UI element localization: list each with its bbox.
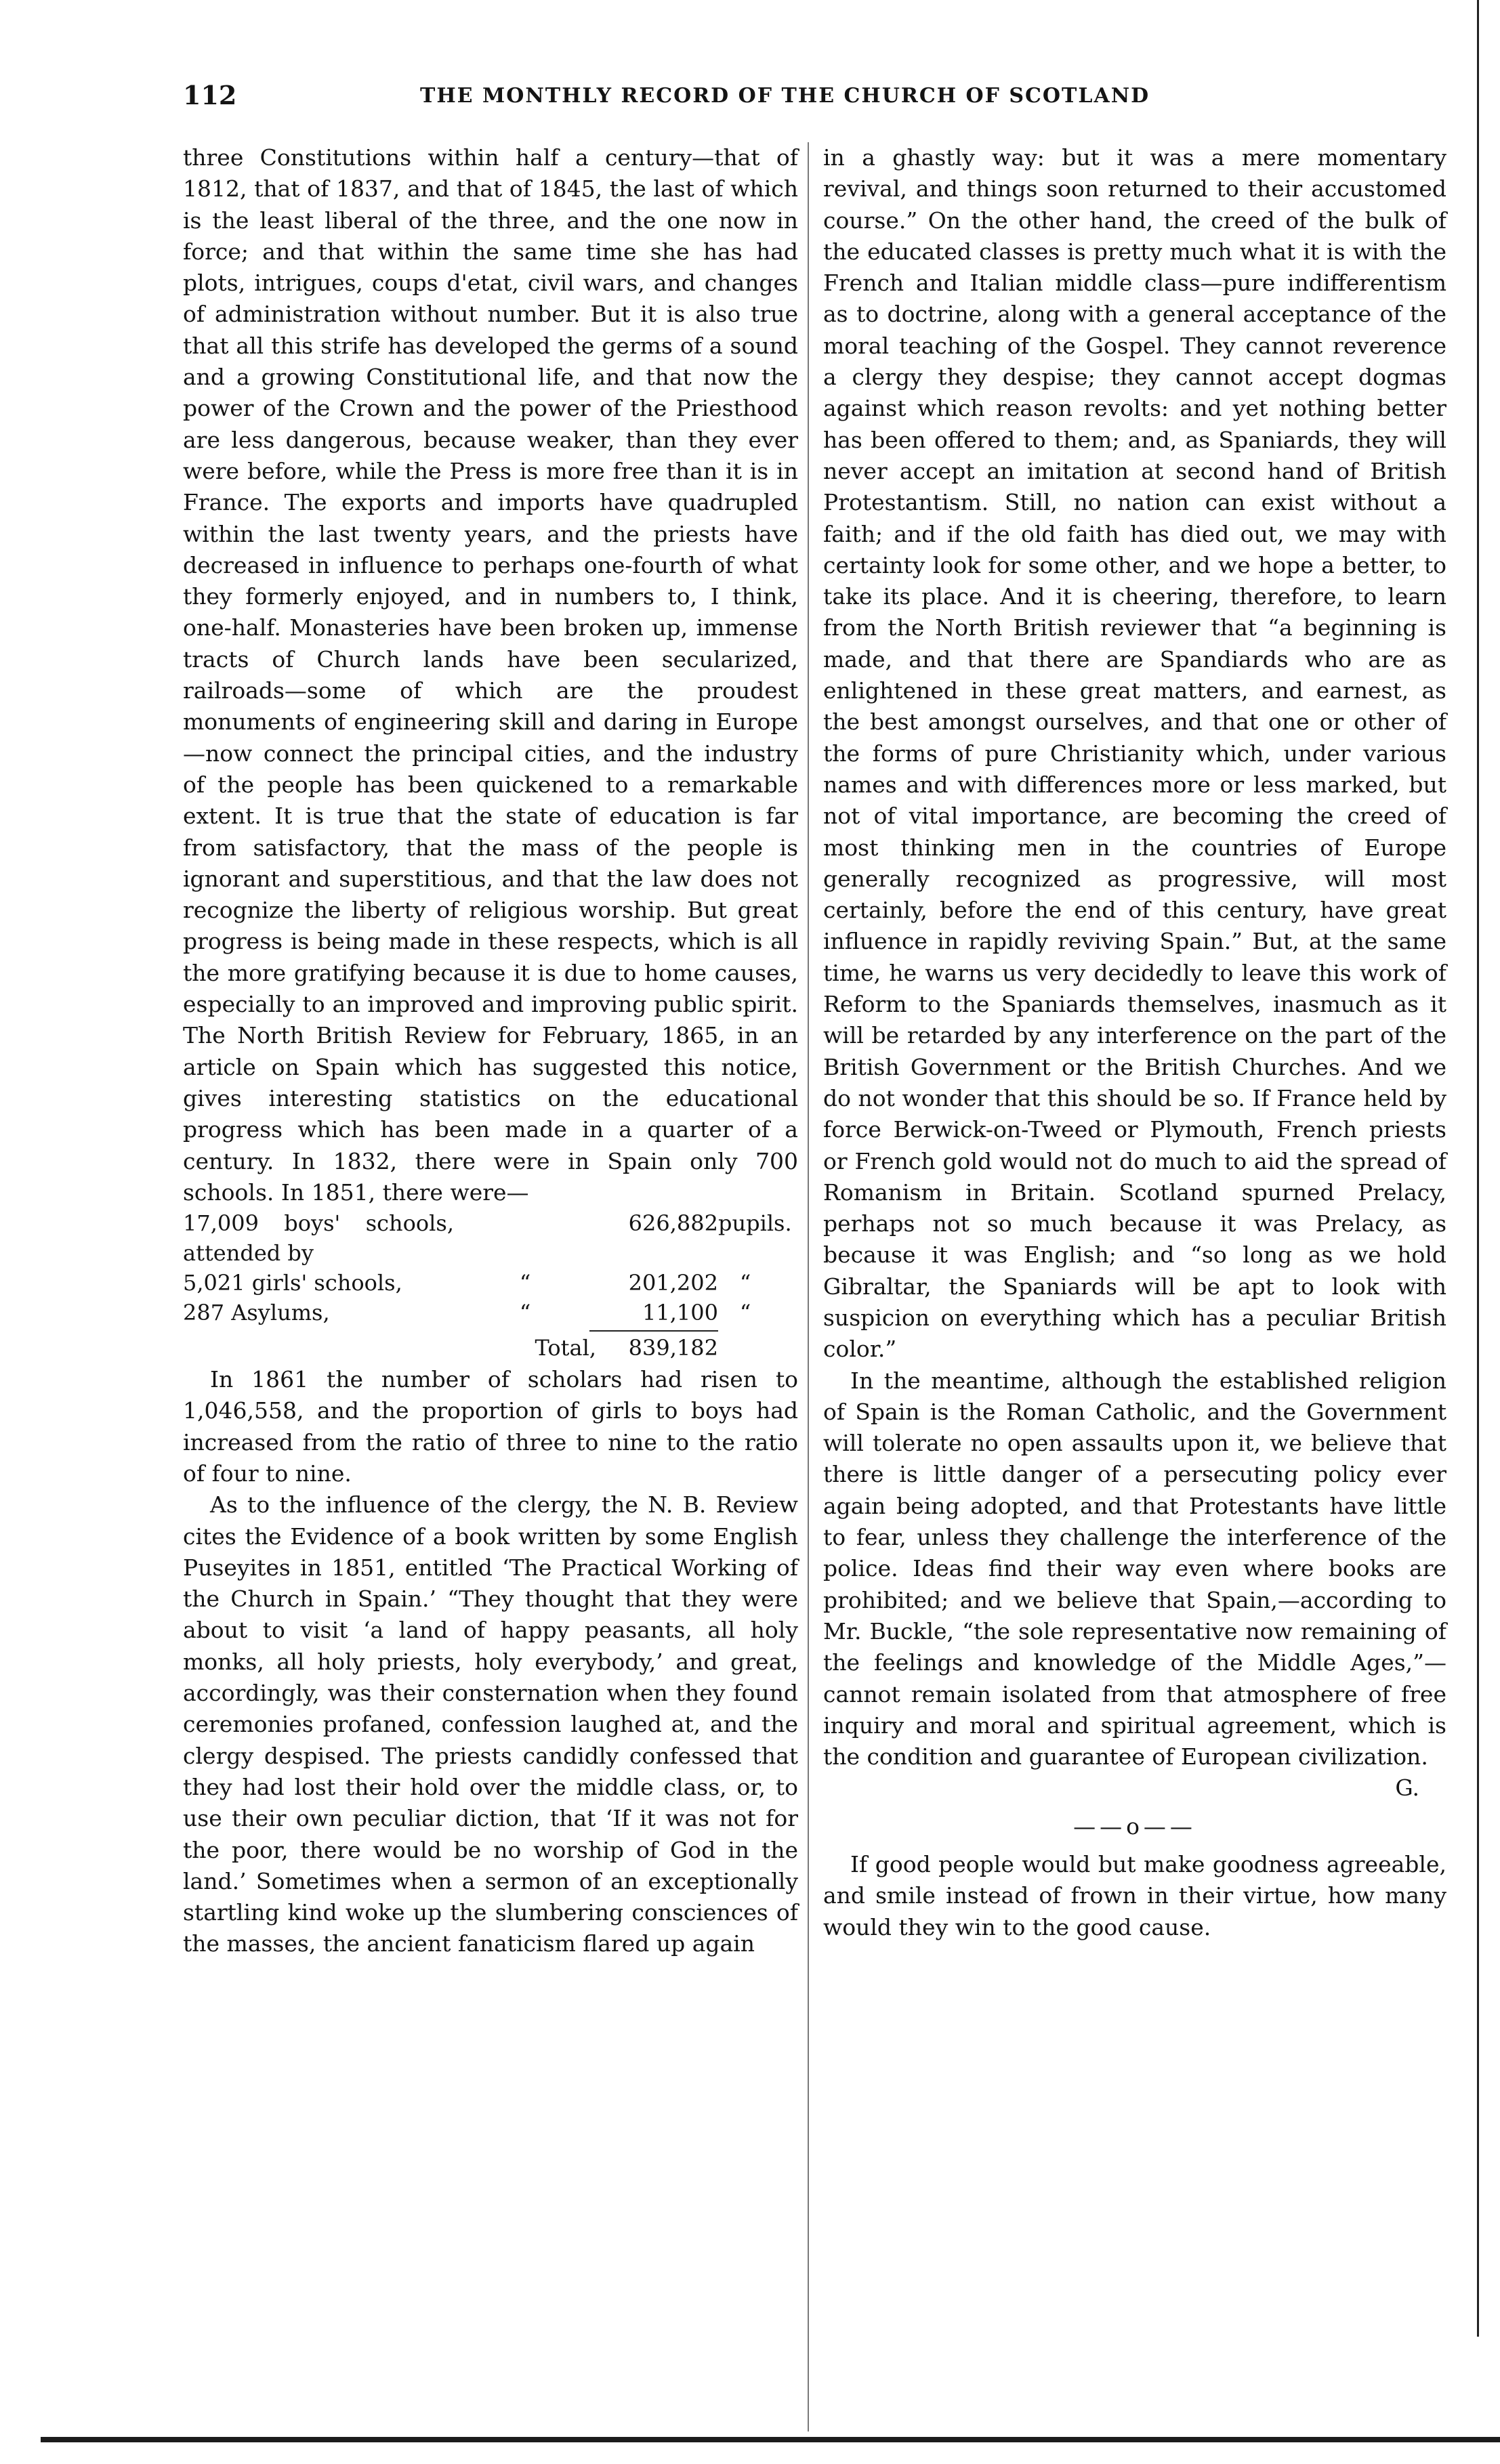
table-cell-unit: “ <box>739 1270 751 1296</box>
table-cell-unit: “ <box>739 1300 751 1326</box>
section-separator: ——o—— <box>1073 1812 1196 1840</box>
table-row <box>183 1208 798 1268</box>
table-cell-label: 287 Asylums, <box>183 1300 330 1326</box>
left-column <box>183 142 798 1960</box>
table-cell-mark: “ <box>519 1270 531 1296</box>
table-cell-mark <box>454 1208 596 1268</box>
page-edge-line <box>1477 0 1479 2337</box>
table-cell-value: 201,202 <box>628 1270 718 1296</box>
right-column <box>823 142 1446 1943</box>
right-paragraph-1: in a ghastly way: but it was a mere momentary revival, and things soon returned to their accustomed course.” On the other hand, the creed of the bulk of the educated classes is pretty much what it is with the French and Italian middle class—pure indifferentism as to doctrine, along with a general acceptance of the moral teaching of the Gospel. They cannot reverence a clergy they despise; they cannot accept dogmas against which reason revolts: and yet nothing better has been offered to them; and, as Spaniards, they will never accept an imitation at second hand of British Protestantism. Still, no nation can exist without a faith; and if the old faith has died out, we may with certainty look for some other, and we hope a better, to take its place. And it is cheering, therefore, to learn from the North British reviewer that “a beginning is made, and that there are Spandiards who are as enlightened in these great matters, and earnest, as the best amongst ourselves, and that one or other of the forms of pure Christianity which, under various names and with differences more or less marked, but not of vital importance, are becoming the creed of most thinking men in the countries of Europe generally recognized as progressive, will most certainly, before the end of this century, have great influence in rapidly reviving Spain.” But, at the same time, he warns us very decidedly to leave this work of Reform to the Spaniards themselves, inasmuch as it will be retarded by any interference on the part of the British Government or the British Churches. And we do not wonder that this should be so. If France held by force Berwick-on-Tweed or Plymouth, French priests or French gold would not do much to aid the spread of Romanism in Britain. Scotland spurned Prelacy, perhaps not so much because it was Prelacy, as because it was English; and “so long as we hold Gibraltar, the Spaniards will be apt to look with suspicion on everything which has a peculiar British color.” <box>823 144 1446 1363</box>
page-number: 112 <box>183 80 237 110</box>
total-value: 839,182 <box>628 1335 718 1361</box>
right-paragraph-3: If good people would but make goodness agreeable, and smile instead of frown in their virtue, how many would they win to the good cause. <box>823 1851 1446 1940</box>
author-signature: G. <box>1395 1775 1419 1802</box>
school-statistics-table <box>183 1208 798 1364</box>
total-label: Total, <box>535 1335 596 1361</box>
table-cell-unit: pupils. <box>718 1210 792 1237</box>
running-title: THE MONTHLY RECORD OF THE CHURCH OF SCOTLAND <box>420 84 1150 108</box>
bottom-edge-rule <box>41 2437 1500 2442</box>
left-paragraph-1: three Constitutions within half a century—that of 1812, that of 1837, and that of 1845, the last of which is the least liberal of the three, and the one now in force; and that within the same time she has had plots, intrigues, coups d'etat, civil wars, and changes of administration without number. But it is also true that all this strife has developed the germs of a sound and a growing Constitutional life, and that now the power of the Crown and the power of the Priesthood are less dangerous, because weaker, than they ever were before, while the Press is more free than it is in France. The exports and imports have quadrupled within the last twenty years, and the priests have decreased in influence to perhaps one-fourth of what they formerly enjoyed, and in numbers to, I think, one-half. Monasteries have been broken up, immense tracts of Church lands have been secularized, railroads—some of which are the proudest monuments of engineering skill and daring in Europe—now connect the principal cities, and the industry of the people has been quickened to a remarkable extent. It is true that the state of education is far from satisfactory, that the mass of the people is ignorant and superstitious, and that the law does not recognize the liberty of religious worship. But great progress is being made in these respects, which is all the more gratifying because it is due to home causes, especially to an improved and improving public spirit. The North British Review for February, 1865, in an article on Spain which has suggested this notice, gives interesting statistics on the educational progress which has been made in a quarter of a century. In 1832, there were in Spain only 700 schools. In 1851, there were— <box>183 144 798 1206</box>
table-cell-value: 626,882 <box>628 1210 718 1237</box>
table-cell-value: 11,100 <box>642 1300 718 1326</box>
left-paragraph-3: As to the influence of the clergy, the N. B. Review cites the Evidence of a book written by some English Puseyites in 1851, entitled ‘The Practical Working of the Church in Spain.’ “They thought that they were about to visit ‘a land of happy peasants, all holy monks, all holy priests, holy everybody,’ and great, accordingly, was their consternation when they found ceremonies profaned, confession laughed at, and the clergy despised. The priests candidly confessed that they had lost their hold over the middle class, or, to use their own peculiar diction, that ‘If it was not for the poor, there would be no worship of God in the land.’ Sometimes when a sermon of an exceptionally startling kind woke up the slumbering consciences of the masses, the ancient fanaticism flared up again <box>183 1491 798 1957</box>
left-paragraph-2: In 1861 the number of scholars had risen to 1,046,558, and the proportion of girls to boys had increased from the ratio of three to nine to the ratio of four to nine. <box>183 1366 798 1487</box>
table-cell-label: 5,021 girls' schools, <box>183 1270 402 1296</box>
right-paragraph-2: In the meantime, although the established religion of Spain is the Roman Catholic, and the Government will tolerate no open assaults upon it, we believe that there is little danger of a persecuting policy ever again being adopted, and that Protestants have little to fear, unless they challenge the interference of the police. Ideas find their way even where books are prohibited; and we believe that Spain,—according to Mr. Buckle, “the sole representative now remaining of the feelings and knowledge of the Middle Ages,”—cannot remain isolated from that atmosphere of free inquiry and moral and spiritual agreement, which is the condition and guarantee of European civilization. <box>823 1367 1446 1770</box>
table-cell-label: 17,009 boys' schools, attended by <box>183 1210 454 1267</box>
column-rule <box>808 142 809 2431</box>
table-row <box>183 1268 798 1298</box>
table-total-row <box>183 1332 798 1364</box>
table-row <box>183 1298 798 1327</box>
table-cell-mark: “ <box>519 1300 531 1326</box>
